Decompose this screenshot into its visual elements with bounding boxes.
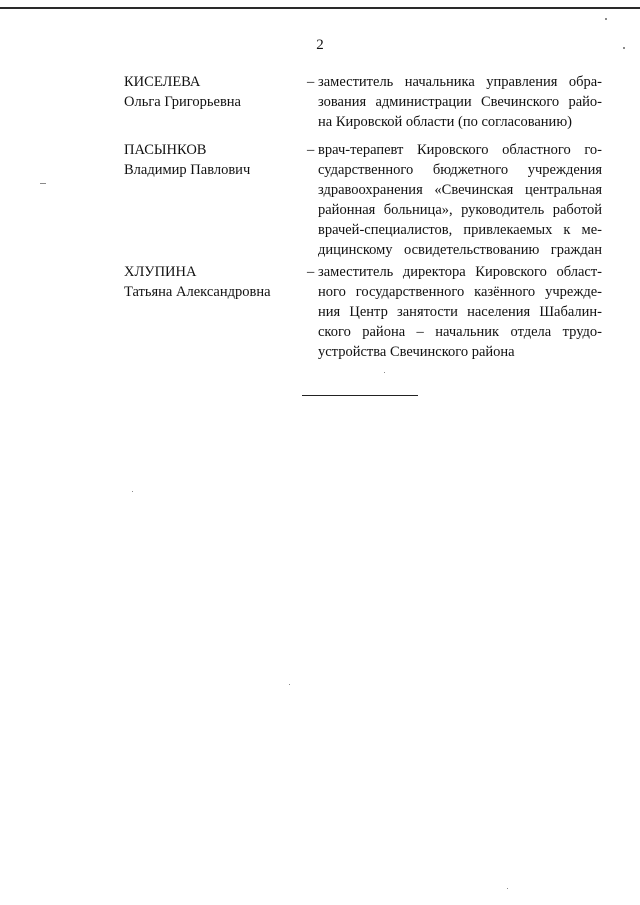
role-line: ского района – начальник отдела трудо- bbox=[318, 324, 602, 340]
scan-speck bbox=[132, 491, 133, 492]
scan-speck bbox=[384, 372, 385, 373]
scan-edge-rule bbox=[0, 7, 640, 9]
separator-dash: – bbox=[307, 142, 315, 158]
scan-speck bbox=[605, 18, 607, 20]
person-role bbox=[318, 262, 602, 362]
person-given-names: Ольга Григорьевна bbox=[124, 94, 241, 110]
person-surname: КИСЕЛЕВА bbox=[124, 74, 201, 90]
person-given-names: Владимир Павлович bbox=[124, 162, 251, 178]
closing-rule bbox=[302, 395, 418, 396]
role-line: сударственного бюджетного учреждения bbox=[318, 162, 602, 178]
person-name bbox=[124, 140, 294, 180]
separator-dash: – bbox=[307, 264, 315, 280]
person-name bbox=[124, 72, 294, 112]
role-line: на Кировской области (по согласованию) bbox=[318, 114, 572, 130]
role-line: дицинскому освидетельствованию граждан bbox=[318, 242, 602, 258]
role-line: заместитель начальника управления обра- bbox=[318, 74, 602, 90]
person-surname: ХЛУПИНА bbox=[124, 264, 197, 280]
person-surname: ПАСЫНКОВ bbox=[124, 142, 207, 158]
person-name bbox=[124, 262, 294, 302]
role-line: здравоохранения «Свечинская центральная bbox=[318, 182, 602, 198]
role-line: зования администрации Свечинского райо- bbox=[318, 94, 602, 110]
role-line: районная больница», руководитель работой bbox=[318, 202, 602, 218]
role-line: заместитель директора Кировского област- bbox=[318, 264, 602, 280]
person-role bbox=[318, 72, 602, 132]
role-line: устройства Свечинского района bbox=[318, 344, 515, 360]
separator-dash: – bbox=[307, 74, 315, 90]
scan-speck bbox=[40, 183, 46, 184]
page-number: 2 bbox=[316, 37, 324, 53]
scan-speck bbox=[507, 888, 508, 889]
role-line: ния Центр занятости населения Шабалин- bbox=[318, 304, 602, 320]
role-line: ного государственного казённого учрежде- bbox=[318, 284, 602, 300]
scan-speck bbox=[623, 47, 625, 49]
person-given-names: Татьяна Александровна bbox=[124, 284, 271, 300]
scan-speck bbox=[289, 684, 290, 685]
role-line: врач-терапевт Кировского областного го- bbox=[318, 142, 602, 158]
person-role bbox=[318, 140, 602, 260]
role-line: врачей-специалистов, привлекаемых к ме- bbox=[318, 222, 602, 238]
